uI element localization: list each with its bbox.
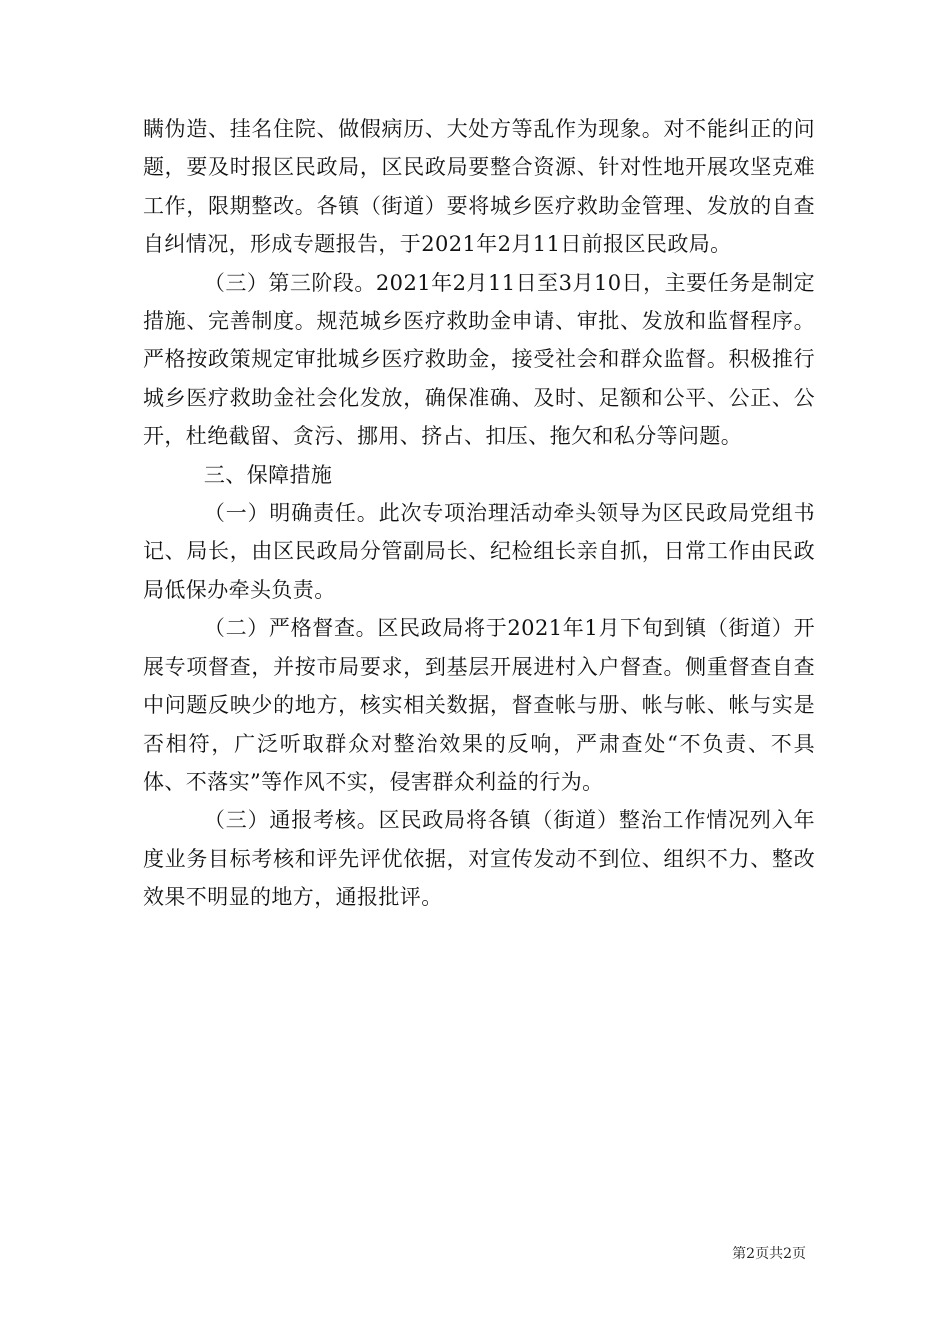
paragraph-strict-supervision: （二）严格督查。区民政局将于2021年1月下旬到镇（街道）开展专项督查，并按市局要求，到基层开展进村入户督查。侧重督查自查中问题反映少的地方，核实相关数据，督查帐与册、帐与帐、帐与实是否相符，广泛听取群众对整治效果的反响，严肃查处“不负责、不具体、不落实”等作风不实，侵害群众利益的行为。 [143,616,815,794]
page-number-footer: 第2页共2页 [732,1246,806,1262]
paragraph-phase-three: （三）第三阶段。2021年2月11日至3月10日，主要任务是制定措施、完善制度。规范城乡医疗救助金申请、审批、发放和监督程序。严格按政策规定审批城乡医疗救助金，接受社会和群众监督。积极推行城乡医疗救助金社会化发放，确保准确、及时、足额和公平、公正、公开，杜绝截留、贪污、挪用、挤占、扣压、拖欠和私分等问题。 [143,270,815,449]
section-heading-safeguards: 三、保障措施 [203,462,333,487]
paragraph-continuation: 瞒伪造、挂名住院、做假病历、大处方等乱作为现象。对不能纠正的问题，要及时报区民政局，区民政局要整合资源、针对性地开展攻坚克难工作，限期整改。各镇（街道）要将城乡医疗救助金管理、发放的自查自纠情况，形成专题报告，于2021年2月11日前报区民政局。 [143,117,815,257]
document-body [143,110,815,917]
paragraph-clarify-responsibility: （一）明确责任。此次专项治理活动牵头领导为区民政局党组书记、局长，由区民政局分管副局长、纪检组长亲自抓，日常工作由民政局低保办牵头负责。 [143,501,815,602]
paragraph-assessment: （三）通报考核。区民政局将各镇（街道）整治工作情况列入年度业务目标考核和评先评优依据，对宣传发动不到位、组织不力、整改效果不明显的地方，通报批评。 [143,808,815,910]
